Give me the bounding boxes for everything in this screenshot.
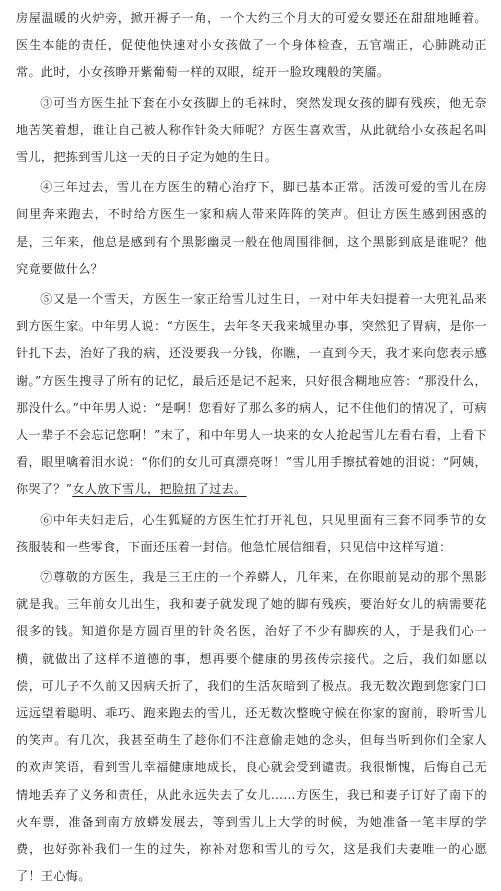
paragraph-3: ③可当方医生扯下套在小女孩脚上的毛袜时，突然发现女孩的脚有残疾，他无奈地苦笑着想，谁让自己被人称作针灸大师呢？方医生喜欢雪，从此就给小女孩起名叫雪儿，把拣到雪儿这一天的日子定为她的生日。	[16, 95, 487, 165]
underlined-sentence: 女人放下雪儿，把脸扭了过去。	[72, 482, 247, 497]
paragraph-6: ⑥中年夫妇走后，心生狐疑的方医生忙打开礼包，只见里面有三套不同季节的女孩服装和一些零食，下面还压着一封信。他急忙展信细看，只见信中这样写道：	[16, 512, 487, 554]
paragraph-7: ⑦尊敬的方医生，我是三王庄的一个养蟒人，几年来，在你眼前晃动的那个黑影就是我。三年前女儿出生，我和妻子就发现了她的脚有残疾，要治好女儿的病需要花很多的钱。知道你是方圆百里的针灸名医，治好了不少有脚疾的人，于是我们心一横，就做出了这样不道德的事，想再要个健康的男孩传宗接代。之后，我们如愿以偿，可儿子不久前又因病夭折了，我们的生活灰暗到了极点。我无数次跑到您家门口远远望着聪明、乖巧、跑来跑去的雪儿，还无数次整晚守候在你家的窗前，聆听雪儿的笑声。有几次，我甚至萌生了趁你们不注意偷走她的念头，但每当听到你们全家人的欢声笑语，看到雪儿幸福健康地成长，良心就会受到谴责。我很惭愧，后悔自己无情地丢弃了义务和责任，从此永远失去了女儿……方医生，我已和妻子订好了南下的火车票，准备到南方放蟒发展去，等到雪儿上大学的时候，为她准备一笔丰厚的学费，也好弥补我们一生的过失，祢补对您和雪儿的亏欠，这是我们夫妻唯一的心愿了！王心悔。	[16, 570, 487, 884]
paragraph-5	[16, 286, 487, 504]
paragraph-4: ④三年过去，雪儿在方医生的精心治疗下，脚已基本正常。活泼可爱的雪儿在房间里奔来跑去，不时给方医生一家和病人带来阵阵的笑声。但让方医生感到困惑的是，三年来，他总是感到有个黑影幽灵一般在他周围徘徊，这个黑影到底是谁呢？他究竟要做什么？	[16, 180, 487, 276]
paragraph-continued: 房屋温暖的火炉旁，掀开褥子一角，一个大约三个月大的可爱女婴还在甜甜地睡着。医生本能的责任，促使他快速对小女孩做了一个身体检查，五官端正，心肺跳动正常。此时，小女孩睁开紫葡萄一样的双眼，绽开一脸玫瑰般的笑靥。	[16, 11, 487, 80]
paragraph-5-text: ⑤又是一个雪天，方医生一家正给雪儿过生日，一对中年夫妇提着一大兜礼品来到方医生家。中年男人说：“方医生，去年冬天我来城里办事，突然犯了胃病，是你一针扎下去，治好了我的病，还没要我一分钱，你瞧，一直到今天，我才来向您表示感谢。”方医生搜寻了所有的记忆，最后还是记不起来，只好很含糊地应答：“那没什么，那没什么。”中年男人说：“是啊！您看好了那么多的病人，记不住他们的情况了，可病人一辈子不会忘记您啊！”末了，和中年男人一块来的女人抢起雪儿左看右看，上看下看，眼里噙着泪水说：“你们的女儿可真漂亮呀！”雪儿用手擦拭着她的泪说：“阿姨，你哭了？”	[16, 292, 487, 497]
